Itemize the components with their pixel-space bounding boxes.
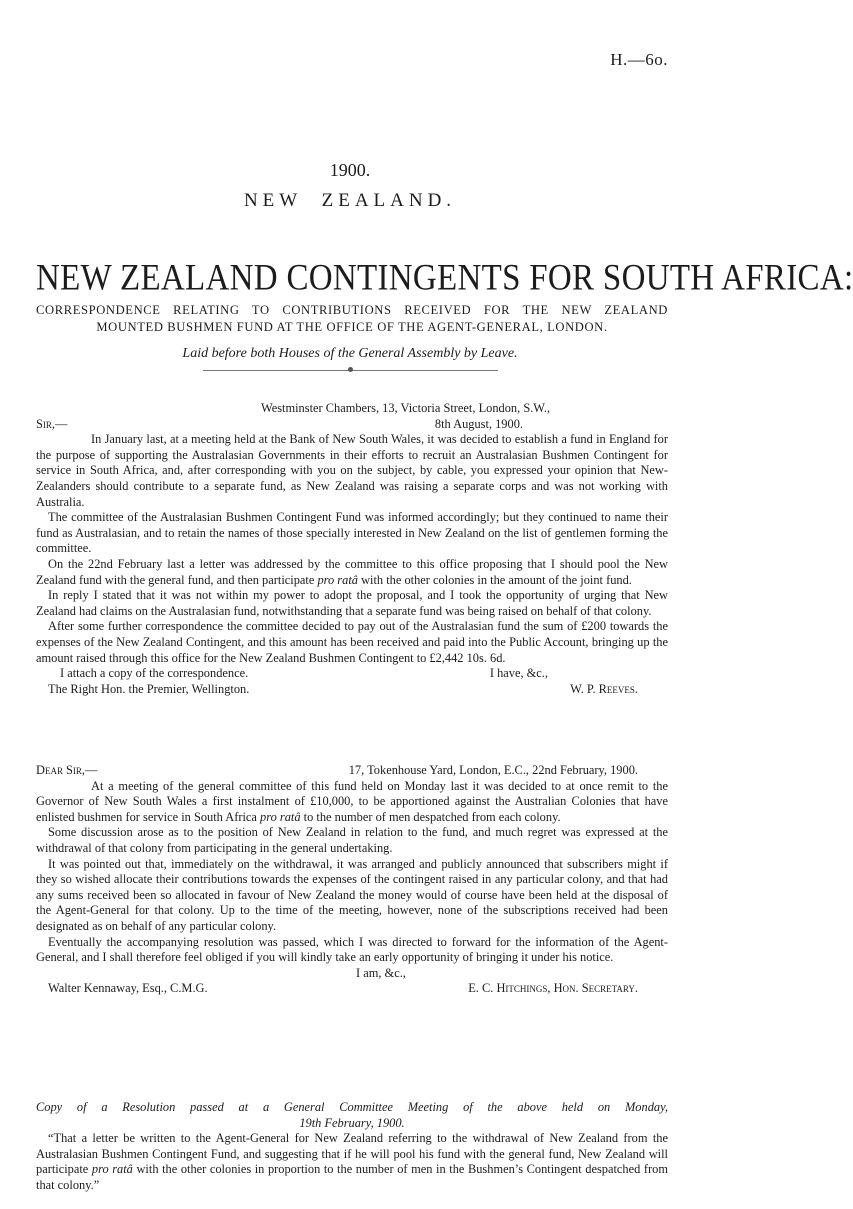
letter-1-salutation-row <box>36 417 668 433</box>
letter-1-closing: I have, &c., <box>489 666 548 681</box>
letter-2-paragraph-2: Some discussion arose as to the position of New Zealand in relation to the fund, and much regret was expressed at the withdrawal of that colony from participating in the general undertaking. <box>36 825 668 855</box>
letter-1-salutation: Sir,— <box>36 416 68 431</box>
letter-2 <box>36 763 668 997</box>
letter-2-closing: I am, &c., <box>356 965 406 980</box>
document-title: NEW ZEALAND CONTINGENTS FOR SOUTH AFRICA: <box>36 258 853 299</box>
letter-1-closing-row <box>36 666 668 682</box>
letter-2-address: 17, Tokenhouse Yard, London, E.C., 22nd February, 1900. <box>348 763 638 777</box>
resolution-heading-line-2: 19th February, 1900. <box>299 1115 405 1130</box>
letter-1-paragraph-3: On the 22nd February last a letter was addressed by the committee to this office proposing that I should pool the New Zealand fund with the general fund, and then participate pro ratâ with the other colonies in the amount of the joint fund. <box>36 556 668 587</box>
letter-1-paragraph-2: The committee of the Australasian Bushmen Contingent Fund was informed accordingly; but they continued to name their fund as Australasian, and to retain the names of those specially interested in New Zealand on the list of gentlemen forming the committee. <box>36 510 668 556</box>
letter-1 <box>36 401 668 697</box>
letter-1-signature-row <box>36 682 668 698</box>
letter-1-paragraph-1: In January last, at a meeting held at the Bank of New South Wales, it was decided to establish a fund in England for the purpose of supporting the Australasian Governments in their efforts to recruit an Australasian Bushmen Contingent for service in South Africa, and, after corresponding with you on the subject, by cable, you expressed your opinion that New-Zealanders should contribute to a separate fund, as New Zealand was raising a separate corps and was not working with Australia. <box>36 432 668 509</box>
resolution-text: “That a letter be written to the Agent-General for New Zealand referring to the withdrawal of New Zealand from the Australasian Bushmen Contingent Fund, and suggesting that if he will pool his fund with the general fund, New Zealand will participate pro ratâ with the other colonies in proportion to the number of men in the Bushmen’s Contingent despatched from that colony.” <box>36 1131 668 1192</box>
letter-2-recipient: Walter Kennaway, Esq., C.M.G. <box>48 981 208 996</box>
laid-before-note: Laid before both Houses of the General Assembly by Leave. <box>182 346 518 361</box>
resolution-heading-line-1: Copy of a Resolution passed at a General Committee Meeting of the above held on Monday, <box>36 1100 668 1114</box>
letter-1-attach-note: I attach a copy of the correspondence. <box>60 666 249 681</box>
letter-2-paragraph-3: It was pointed out that, immediately on the withdrawal, it was arranged and publicly announced that subscribers might if they so wished allocate their contributions towards the expenses of the contingent raised in any particular colony, and that had any sums received been so allocated in favour of New Zealand the money would of course have been held at the disposal of the Agent-General for that colony. Up to the time of the meeting, however, none of the subscriptions received had been designated as on behalf of any particular colony. <box>36 856 668 933</box>
subtitle-line-2: MOUNTED BUSHMEN FUND AT THE OFFICE OF THE AGENT-GENERAL, LONDON. <box>96 320 608 334</box>
letter-2-signature: E. C. Hitchings, Hon. Secretary. <box>468 981 638 996</box>
letter-1-address: Westminster Chambers, 13, Victoria Street, London, S.W., <box>261 401 551 415</box>
resolution <box>36 1100 668 1194</box>
letter-1-date: 8th August, 1900. <box>434 416 523 431</box>
divider-ornament <box>348 367 353 372</box>
letter-2-salutation: Dear Sir,— <box>36 763 98 777</box>
letter-1-signature: W. P. Reeves. <box>570 681 638 696</box>
year: 1900. <box>329 160 371 180</box>
letter-2-paragraph-1: At a meeting of the general committee of this fund held on Monday last it was decided to at once remit to the Governor of New South Wales a first instalment of £10,000, to be apportioned against the Australian Colonies that have enlisted bushmen for service in South Africa pro ratâ to the number of men despatched from each colony. <box>36 778 668 824</box>
subtitle-line-1: CORRESPONDENCE RELATING TO CONTRIBUTIONS RECEIVED FOR THE NEW ZEALAND <box>36 303 668 317</box>
letter-1-paragraph-4: In reply I stated that it was not within my power to adopt the proposal, and I took the opportunity of urging that New Zealand had claims on the Australasian fund, notwithstanding that a separate fund was being raised on behalf of that colony. <box>36 588 668 618</box>
page-reference: H.—6o. <box>610 50 668 69</box>
letter-2-header-row <box>36 763 668 779</box>
letter-1-paragraph-5: After some further correspondence the committee decided to pay out of the Australasian fund the sum of £200 towards the expenses of the New Zealand Contingent, and this amount has been received and paid into the Public Account, bringing up the amount raised through this office for the New Zealand Bushmen Contingent to £2,442 10s. 6d. <box>36 619 668 665</box>
country-heading: NEW ZEALAND. <box>243 190 457 211</box>
letter-1-recipient: The Right Hon. the Premier, Wellington. <box>48 681 250 696</box>
letter-2-signature-row <box>36 981 668 997</box>
letter-2-paragraph-4: Eventually the accompanying resolution was passed, which I was directed to forward for the information of the Agent-General, and I shall therefore feel obliged if you will kindly take an early opportunity of bringing it under his notice. <box>36 934 668 965</box>
